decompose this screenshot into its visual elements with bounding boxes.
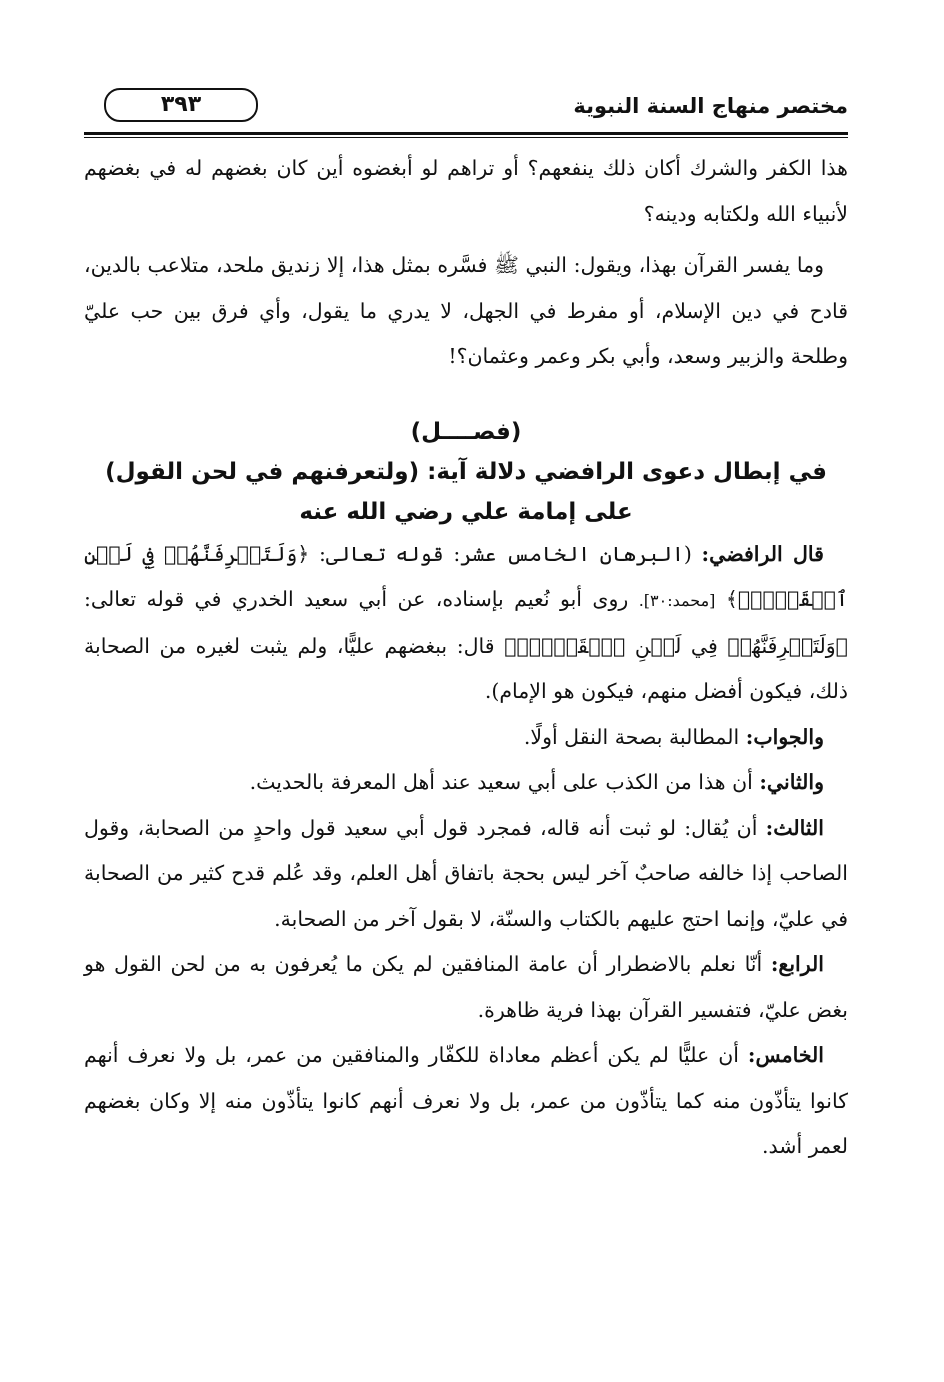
- page-body: [84, 146, 848, 1170]
- claim-text-2: روى أبو نُعيم بإسناده، عن أبي سعيد الخدري في قوله تعالى:: [84, 587, 629, 611]
- answer-text: المطالبة بصحة النقل أولًا.: [523, 724, 740, 749]
- answer-lead: الرابع:: [770, 952, 824, 976]
- answer-text: أنّا نعلم بالاضطرار أن عامة المنافقين لم يكن ما يُعرفون به من لحن القول هو بغض عليّ، فتفسير القرآن بهذا فرية ظاهرة.: [84, 952, 848, 1022]
- paragraph-2: وما يفسر القرآن بهذا، ويقول: النبي ﷺ فسَّره بمثل هذا، إلا زنديق ملحد، متلاعب بالدين، قادح في دين الإسلام، أو مفرط في الجهل، لا يدري ما يقول، وأي فرق بين حب عليّ وطلحة والزبير وسعد، وأبي بكر وعمر وعثمان؟!: [84, 253, 848, 368]
- verse-reference: [محمد:٣٠].: [638, 591, 716, 610]
- answer-text: أن هذا من الكذب على أبي سعيد عند أهل المعرفة بالحديث.: [249, 770, 753, 794]
- claim-text-1: (البرهان الخامس عشر: قوله تعالى:: [319, 541, 692, 566]
- answer-5: [84, 1033, 848, 1170]
- answer-text: أن يُقال: لو ثبت أنه قاله، فمجرد قول أبي سعيد قول واحدٍ من الصحابة، وقول الصاحب إذا خالفه صاحبٌ آخر ليس بحجة باتفاق أهل العلم، وقد عُلم قدح كثير من الصحابة في عليّ، وإنما احتج عليهم بالكتاب والسنّة، لا بقول آخر من الصحابة.: [84, 815, 848, 931]
- answer-4: [84, 942, 848, 1033]
- page-header: [84, 88, 848, 128]
- book-title: مختصر منهاج السنة النبوية: [573, 94, 848, 118]
- page-number: ٣٩٣: [104, 88, 258, 122]
- answer-text: أن عليًّا لم يكن أعظم معاداة للكفّار والمنافقين من عمر، بل ولا نعرف أنهم كانوا يتأذّون منه كما يتأذّون من عمر، بل ولا نعرف أنهم كانوا يتأذّون منه إلا وكان بغضهم لعمر أشد.: [84, 1043, 848, 1158]
- claim-lead: قال الرافضي:: [701, 541, 824, 566]
- answer-lead: الثالث:: [765, 815, 824, 840]
- section-title-line2: على إمامة علي رضي الله عنه: [299, 498, 633, 525]
- answer-3: [84, 806, 848, 943]
- answer-1: [84, 715, 848, 761]
- claim-text-3: قال: ببغضهم عليًّا، ولم يثبت لغيره من الصحابة ذلك، فيكون أفضل منهم، فيكون هو الإمام).: [84, 633, 848, 703]
- section-label: (فصــــل): [410, 418, 522, 445]
- header-rule: [84, 132, 848, 135]
- answer-lead: والجواب:: [745, 724, 824, 749]
- claim-paragraph: [84, 532, 848, 715]
- header-rule-thin: [84, 137, 848, 138]
- answer-2: [84, 760, 848, 806]
- section-title-line1: في إبطال دعوى الرافضي دلالة آية: (ولتعرفنهم في لحن القول): [105, 458, 827, 485]
- quran-verse-1: ﴿وَلَتَعۡرِفَنَّهُمۡ فِي لَحۡنِ ٱلۡقَوۡلِۚ﴾: [84, 541, 848, 611]
- paragraph-1: هذا الكفر والشرك أكان ذلك ينفعهم؟ أو تراهم لو أبغضوه أين كان بغضهم له في بغضهم لأنبياء الله ولكتابه ودينه؟: [84, 156, 848, 226]
- answer-lead: الخامس:: [747, 1043, 824, 1067]
- quran-verse-2: ﴿وَلَتَعۡرِفَنَّهُمۡ فِي لَحۡنِ ٱلۡقَوۡلِۚ﴾: [504, 633, 848, 658]
- answer-lead: والثاني:: [759, 770, 824, 794]
